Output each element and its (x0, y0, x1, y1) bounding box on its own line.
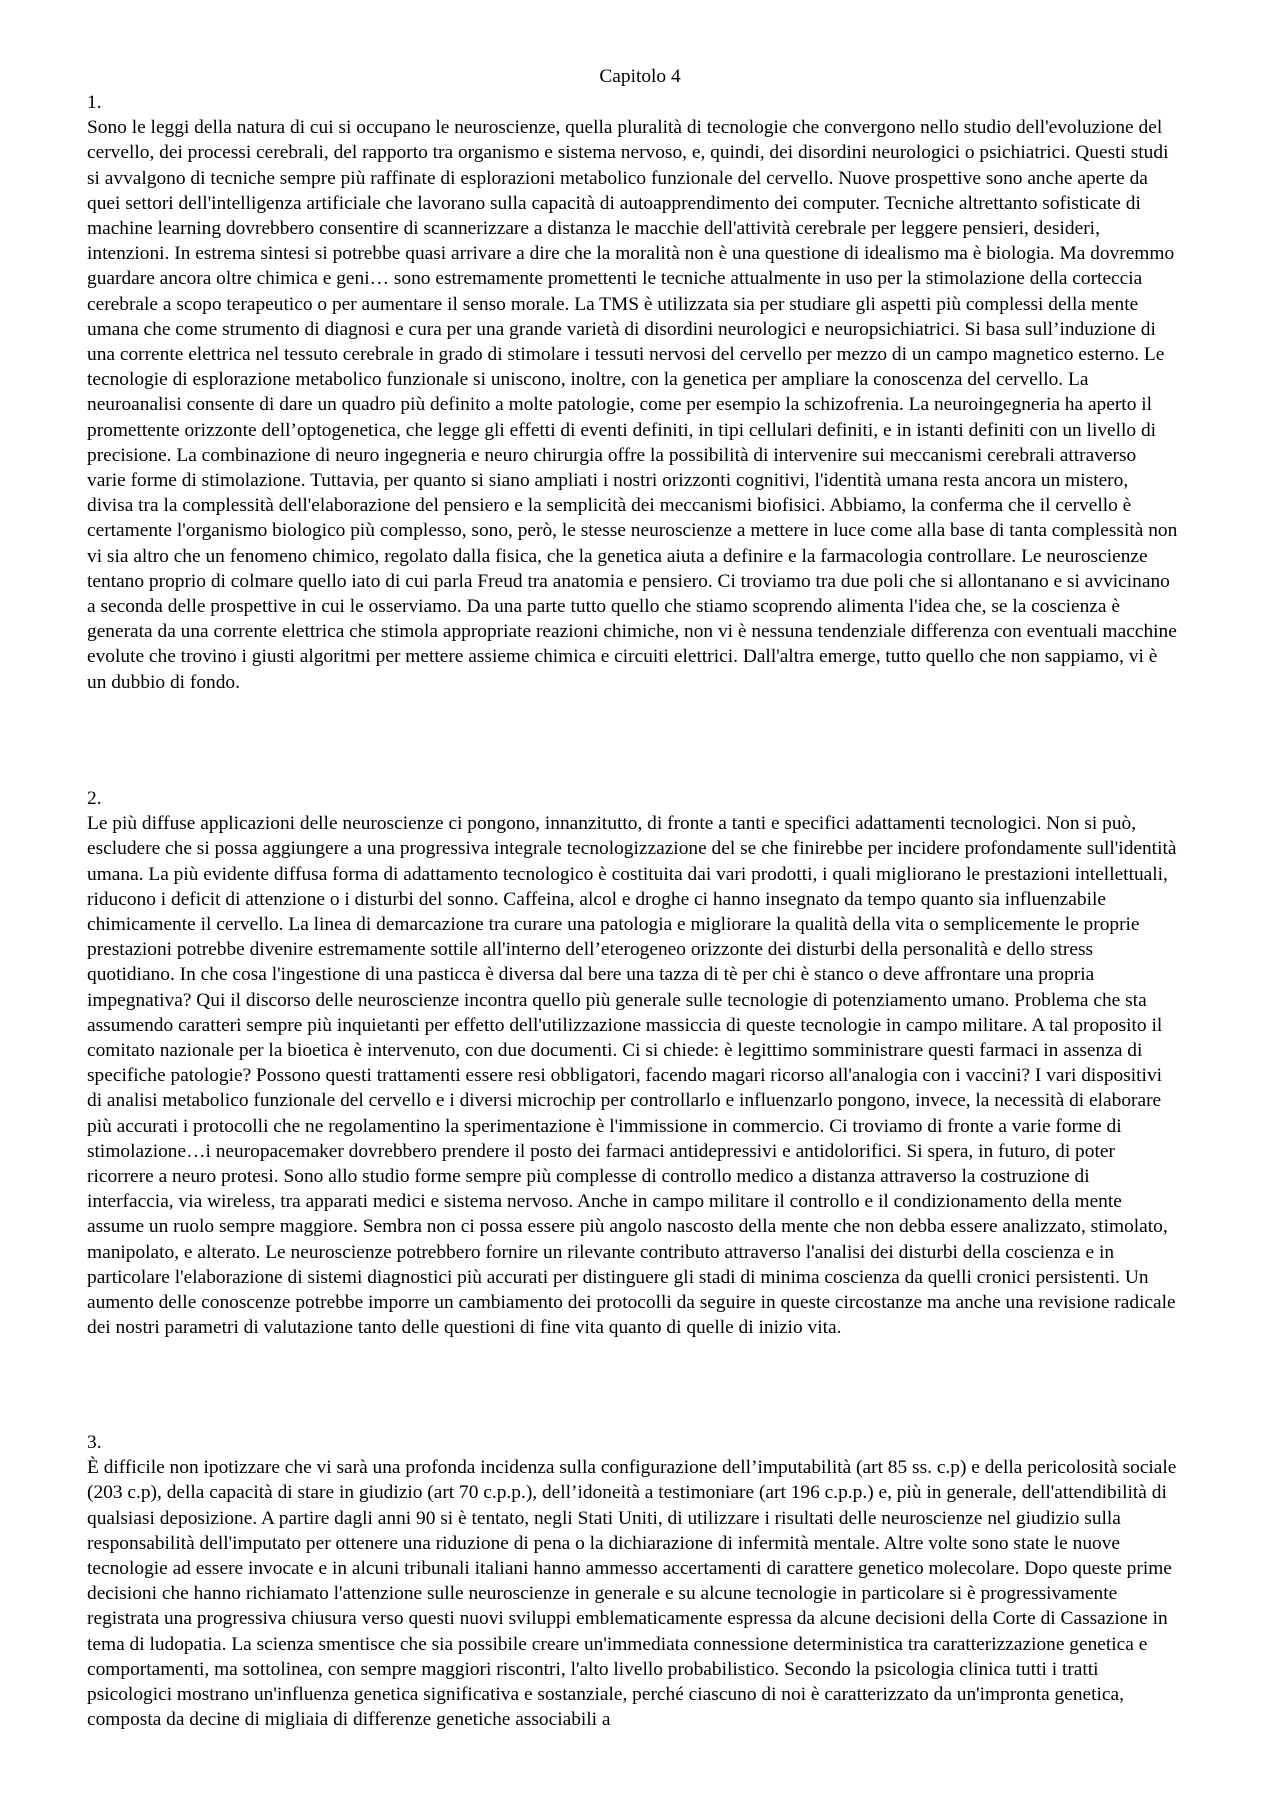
section-paragraph: Le più diffuse applicazioni delle neuroscienze ci pongono, innanzitutto, di fronte a tanti e specifici adattamenti tecnologici. Non si può, escludere che si possa aggiungere a una progressiva integrale tecnologizzazione del se che finirebbe per incidere profondamente sull'identità umana. La più evidente diffusa forma di adattamento tecnologico è costituita dai vari prodotti, i quali migliorano le prestazioni intellettuali, riducono i deficit di attenzione o i disturbi del sonno. Caffeina, alcol e droghe ci hanno insegnato da tempo quanto sia influenzabile chimicamente il cervello. La linea di demarcazione tra curare una patologia e migliorare la qualità della vita o semplicemente le proprie prestazioni potrebbe divenire estremamente sottile all'interno dell’eterogeneo orizzonte dei disturbi della personalità e dello stress quotidiano. In che cosa l'ingestione di una pasticca è diversa dal bere una tazza di tè per chi è stanco o deve affrontare una propria impegnativa? Qui il discorso delle neuroscienze incontra quello più generale sulle tecnologie di potenziamento umano. Problema che sta assumendo caratteri sempre più inquietanti per effetto dell'utilizzazione massiccia di queste tecnologie in campo militare. A tal proposito il comitato nazionale per la bioetica è intervenuto, con due documenti. Ci si chiede: è legittimo somministrare questi farmaci in assenza di specifiche patologie? Possono questi trattamenti essere resi obbligatori, facendo magari ricorso all'analogia con i vaccini? I vari dispositivi di analisi metabolico funzionale del cervello e i diversi microchip per controllarlo e influenzarlo pongono, invece, la necessità di elaborare più accurati i protocolli che ne regolamentino la sperimentazione è l'immissione in commercio. Ci troviamo di fronte a varie forme di stimolazione…i neuropacemaker dovrebbero prendere il posto dei farmaci antidepressivi e antidolorifici. Si spera, in futuro, di poter ricorrere a neuro protesi. Sono allo studio forme sempre più complesse di controllo medico a distanza attraverso la costruzione di interfaccia, via wireless, tra apparati medici e sistema nervoso. Anche in campo militare il controllo e il condizionamento della mente assume un ruolo sempre maggiore. Sembra non ci possa essere più angolo nascosto della mente che non debba essere analizzato, stimolato, manipolato, e alterato. Le neuroscienze potrebbero fornire un rilevante contributo attraverso l'analisi dei disturbi della coscienza e in particolare l'elaborazione di sistemi diagnostici più accurati per distinguere gli stadi di minima coscienza da quelli cronici persistenti. Un aumento delle conoscenze potrebbe imporre un cambiamento dei protocolli da seguire in queste circostanze ma anche una revisione radicale dei nostri parametri di valutazione tanto delle questioni di fine vita quanto di quelle di inizio vita. (87, 813, 1177, 1339)
section-number: 1. (87, 92, 102, 113)
section-number: 2. (87, 788, 102, 809)
section-3 (87, 1430, 1178, 1732)
section-paragraph: È difficile non ipotizzare che vi sarà una profonda incidenza sulla configurazione dell’imputabilità (art 85 ss. c.p) e della pericolosità sociale (203 c.p), della capacità di stare in giudizio (art 70 c.p.p.), dell’idoneità a testimoniare (art 196 c.p.p.) e, più in generale, dell'attendibilità di qualsiasi deposizione. A partire dagli anni 90 si è tentato, negli Stati Uniti, di utilizzare i risultati delle neuroscienze nel giudizio sulla responsabilità dell'imputato per ottenere una riduzione di pena o la dichiarazione di infermità mentale. Altre volte sono state le nuove tecnologie ad essere invocate e in alcuni tribunali italiani hanno ammesso accertamenti di carattere genetico molecolare. Dopo queste prime decisioni che hanno richiamato l'attenzione sulle neuroscienze in generale e su alcune tecnologie in particolare si è progressivamente registrata una progressiva chiusura verso questi nuovi sviluppi emblematicamente espressa da alcune decisioni della Corte di Cassazione in tema di ludopatia. La scienza smentisce che sia possibile creare un'immediata connessione deterministica tra caratterizzazione genetica e comportamenti, ma sottolinea, con sempre maggiori riscontri, l'alto livello probabilistico. Secondo la psicologia clinica tutti i tratti psicologici mostrano un'influenza genetica significativa e sostanziale, perché ciascuno di noi è caratterizzato da un'impronta genetica, composta da decine di migliaia di differenze genetiche associabili a (87, 1457, 1177, 1731)
section-2 (87, 786, 1178, 1340)
section-1 (87, 90, 1178, 695)
section-paragraph: Sono le leggi della natura di cui si occupano le neuroscienze, quella pluralità di tecnologie che convergono nello studio dell'evoluzione del cervello, dei processi cerebrali, del rapporto tra organismo e sistema nervoso, e, quindi, dei disordini neurologici o psichiatrici. Questi studi si avvalgono di tecniche sempre più raffinate di esplorazioni metabolico funzionale del cervello. Nuove prospettive sono anche aperte da quei settori dell'intelligenza artificiale che lavorano sulla capacità di autoapprendimento dei computer. Tecniche altrettanto sofisticate di machine learning dovrebbero consentire di scannerizzare a distanza le macchie dell'attività cerebrale per leggere pensieri, desideri, intenzioni. In estrema sintesi si potrebbe quasi arrivare a dire che la moralità non è una questione di idealismo ma è biologia. Ma dovremmo guardare ancora oltre chimica e geni… sono estremamente promettenti le tecniche attualmente in uso per la stimolazione della corteccia cerebrale a scopo terapeutico o per aumentare il senso morale. La TMS è utilizzata sia per studiare gli aspetti più complessi della mente umana che come strumento di diagnosi e cura per una grande varietà di disordini neurologici e neuropsichiatrici. Si basa sull’induzione di una corrente elettrica nel tessuto cerebrale in grado di stimolare i tessuti nervosi del cervello per mezzo di un campo magnetico esterno. Le tecnologie di esplorazione metabolico funzionale si uniscono, inoltre, con la genetica per ampliare la conoscenza del cervello. La neuroanalisi consente di dare un quadro più definito a molte patologie, come per esempio la schizofrenia. La neuroingegneria ha aperto il promettente orizzonte dell’optogenetica, che legge gli effetti di eventi definiti, in tipi cellulari definiti, e in istanti definiti con un livello di precisione. La combinazione di neuro ingegneria e neuro chirurgia offre la possibilità di intervenire sui meccanismi cerebrali attraverso varie forme di stimolazione. Tuttavia, per quanto si siano ampliati i nostri orizzonti cognitivi, l'identità umana resta ancora un mistero, divisa tra la complessità dell'elaborazione del pensiero e la semplicità dei meccanismi biofisici. Abbiamo, la conferma che il cervello è certamente l'organismo biologico più complesso, sono, però, le stesse neuroscienze a mettere in luce come alla base di tanta complessità non vi sia altro che un fenomeno chimico, regolato dalla fisica, che la genetica aiuta a definire e la farmacologia controllare. Le neuroscienze tentano proprio di colmare quello iato di cui parla Freud tra anatomia e pensiero. Ci troviamo tra due poli che si allontanano e si avvicinano a seconda delle prospettive in cui le osserviamo. Da una parte tutto quello che stiamo scoprendo alimenta l'idea che, se la coscienza è generata da una corrente elettrica che stimola appropriate reazioni chimiche, non vi è nessuna tendenziale differenza con eventuali macchine evolute che trovino i giusti algoritmi per mettere assieme chimica e circuiti elettrici. Dall'altra emerge, tutto quello che non sappiamo, vi è un dubbio di fondo. (87, 117, 1178, 693)
section-number: 3. (87, 1432, 102, 1453)
chapter-title: Capitolo 4 (599, 66, 681, 87)
